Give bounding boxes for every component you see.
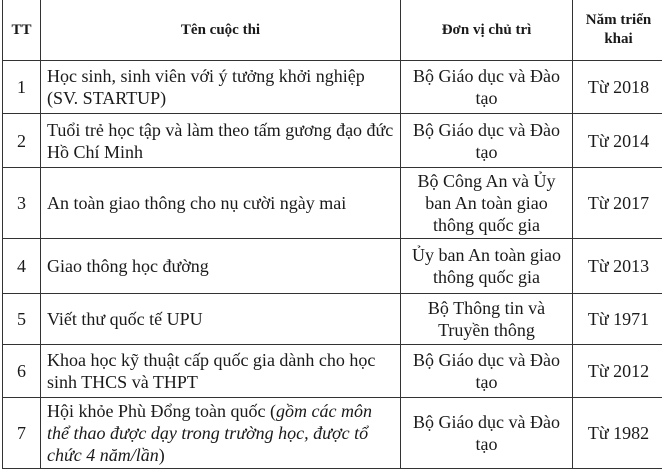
table-row — [3, 168, 662, 239]
row-tt: 7 — [3, 398, 41, 469]
row-year: Từ 2013 — [573, 239, 662, 294]
table-row — [3, 398, 662, 469]
row-year: Từ 1971 — [573, 294, 662, 345]
row-name-end: ) — [159, 445, 165, 465]
row-name: Giao thông học đường — [41, 239, 401, 294]
row-org: Bộ Công An và Ủy ban An toàn giao thông quốc gia — [401, 168, 573, 239]
table-row — [3, 114, 662, 168]
row-tt: 2 — [3, 114, 41, 168]
row-tt: 5 — [3, 294, 41, 345]
row-name: Học sinh, sinh viên với ý tưởng khởi nghiệp (SV. STARTUP) — [41, 61, 401, 114]
competition-table — [2, 0, 662, 469]
row-org: Bộ Giáo dục và Đào tạo — [401, 345, 573, 398]
header-tt: TT — [3, 0, 41, 61]
row-org: Ủy ban An toàn giao thông quốc gia — [401, 239, 573, 294]
row-name: Viết thư quốc tế UPU — [41, 294, 401, 345]
row-tt: 1 — [3, 61, 41, 114]
table-row — [3, 239, 662, 294]
row-year: Từ 2018 — [573, 61, 662, 114]
row-year: Từ 2014 — [573, 114, 662, 168]
row-org: Bộ Thông tin và Truyền thông — [401, 294, 573, 345]
row-tt: 3 — [3, 168, 41, 239]
row-year: Từ 2012 — [573, 345, 662, 398]
row-org: Bộ Giáo dục và Đào tạo — [401, 398, 573, 469]
header-year: Năm triển khai — [573, 0, 662, 61]
row-tt: 4 — [3, 239, 41, 294]
row-year: Từ 1982 — [573, 398, 662, 469]
row-name-main: Hội khỏe Phù Đổng toàn quốc ( — [47, 401, 276, 421]
row-org: Bộ Giáo dục và Đào tạo — [401, 114, 573, 168]
row-name: Tuổi trẻ học tập và làm theo tấm gương đạo đức Hồ Chí Minh — [41, 114, 401, 168]
table-row — [3, 61, 662, 114]
header-name: Tên cuộc thi — [41, 0, 401, 61]
header-row — [3, 0, 662, 61]
row-name — [41, 398, 401, 469]
row-org: Bộ Giáo dục và Đào tạo — [401, 61, 573, 114]
row-name: Khoa học kỹ thuật cấp quốc gia dành cho học sinh THCS và THPT — [41, 345, 401, 398]
header-org: Đơn vị chủ trì — [401, 0, 573, 61]
row-name-italic: gồm các môn thể thao được dạy trong trường học, được tổ chức 4 năm/lần — [47, 401, 372, 465]
row-tt: 6 — [3, 345, 41, 398]
table-row — [3, 345, 662, 398]
row-name: An toàn giao thông cho nụ cười ngày mai — [41, 168, 401, 239]
table-row — [3, 294, 662, 345]
row-year: Từ 2017 — [573, 168, 662, 239]
